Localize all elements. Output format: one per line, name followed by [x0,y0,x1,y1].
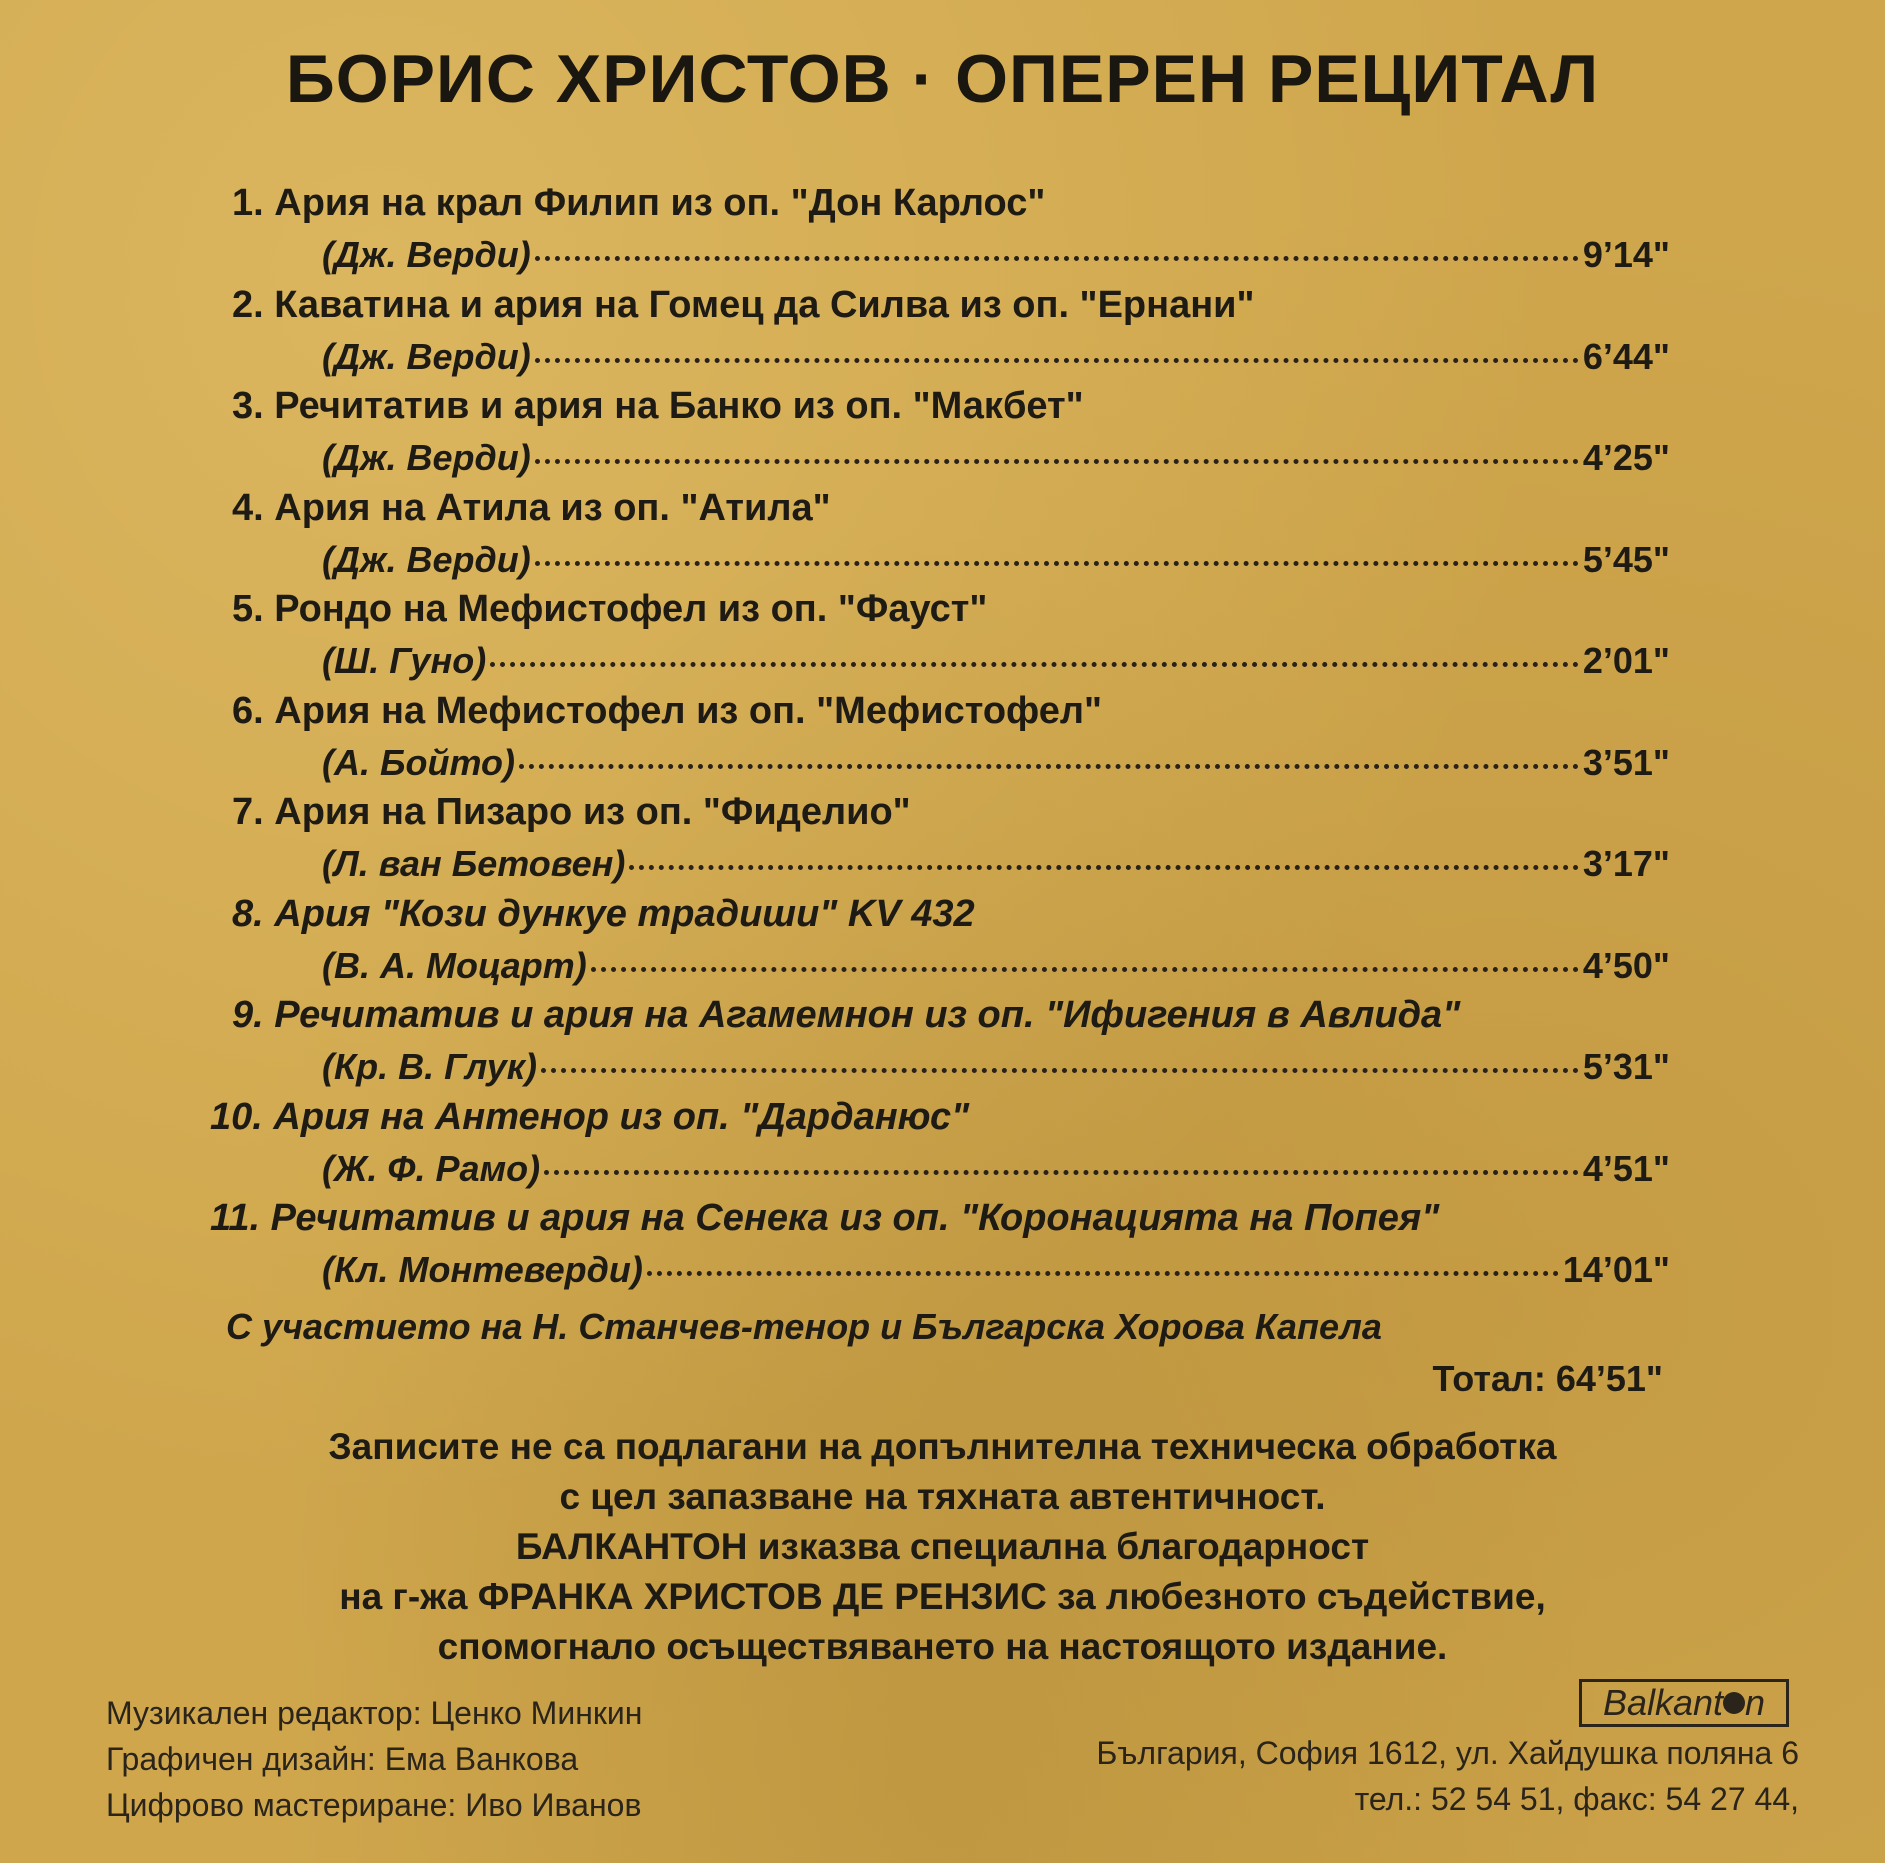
track-item [210,791,1670,893]
note-line: с цел запазване на тяхната автентичност. [559,1476,1326,1517]
dot-leader [647,1271,1559,1276]
track-duration: 4’50" [1582,944,1670,986]
track-composer: (Дж. Верди) [322,538,531,580]
track-composer: (Ш. Гуно) [322,640,487,681]
address-line: тел.: 52 54 51, факс: 54 27 44, [1354,1781,1799,1817]
track-title: 3. Речитатив и ария на Банко из оп. "Макбет" [232,385,1084,427]
track-item [210,385,1670,487]
track-composer: (Кр. В. Глук) [322,1046,538,1087]
credit-line: Музикален редактор: Ценко Минкин [106,1695,643,1731]
track-item [210,994,1670,1096]
track-duration: 9’14" [1582,234,1670,275]
album-title: БОРИС ХРИСТОВ · ОПЕРЕН РЕЦИТАЛ [285,41,1600,117]
dot-leader [535,459,1579,464]
track-composer: (Дж. Верди) [322,234,531,275]
track-item [210,487,1670,589]
note-line: спомогнало осъществяването на настоящото издание. [437,1626,1448,1667]
balkanton-logo: Balkant n [1579,1679,1789,1727]
track-title: 5. Рондо на Мефистофел из оп. "Фауст" [232,588,988,630]
track-composer: (Дж. Верди) [322,335,531,377]
release-notes [0,1422,1885,1672]
track-title: 10. Ария на Антенор из оп. "Дарданюс" [210,1095,970,1138]
address-line: България, София 1612, ул. Хайдушка поляна 6 [1096,1735,1799,1771]
track-title: 4. Ария на Атила из оп. "Атила" [232,486,831,529]
track-composer: (Л. ван Бетовен) [322,843,626,884]
participation-note: С участието на Н. Станчев-тенор и Българска Хорова Капела [226,1306,1382,1347]
dot-leader [541,1068,1579,1073]
total-duration: Тотал: 64’51" [1432,1358,1663,1399]
track-composer: (В. А. Моцарт) [322,944,587,986]
dot-leader [490,662,1579,667]
dot-leader [591,967,1579,972]
logo-dot-icon [1723,1692,1745,1714]
note-line: БАЛКАНТОН изказва специална благодарност [515,1526,1370,1567]
track-duration: 5’31" [1582,1046,1670,1087]
credit-line: Цифрово мастериране: Иво Иванов [106,1787,642,1823]
dot-leader [519,764,1579,769]
track-item [210,893,1670,995]
dot-leader [629,865,1578,870]
track-item [210,1096,1670,1198]
track-duration: 14’01" [1562,1249,1670,1290]
track-title: 8. Ария "Кози дункуе традиши" KV 432 [232,892,975,935]
track-duration: 6’44" [1582,335,1670,377]
track-title: 9. Речитатив и ария на Агамемнон из оп. "Ифигения в Авлида" [232,994,1461,1036]
track-title: 6. Ария на Мефистофел из оп. "Мефистофел" [232,689,1103,732]
track-composer: (Кл. Монтеверди) [322,1249,643,1290]
track-duration: 3’17" [1582,843,1670,884]
track-item [210,1197,1670,1299]
track-composer: (Дж. Верди) [322,437,531,478]
track-composer: (Ж. Ф. Рамо) [322,1147,541,1189]
dot-leader [535,358,1579,363]
track-list [210,182,1670,1299]
track-composer: (А. Бойто) [322,741,515,783]
track-title: 2. Каватина и ария на Гомец да Силва из оп. "Ернани" [232,283,1255,326]
note-line: на г-жа ФРАНКА ХРИСТОВ ДЕ РЕНЗИС за любезното съдействие, [339,1576,1546,1617]
track-duration: 2’01" [1582,640,1670,681]
dot-leader [544,1170,1579,1175]
track-duration: 5’45" [1582,538,1670,580]
dot-leader [535,256,1579,261]
credit-line: Графичен дизайн: Ема Ванкова [106,1741,579,1777]
track-duration: 4’25" [1582,437,1670,478]
publisher-address [1096,1730,1799,1822]
track-duration: 3’51" [1582,741,1670,783]
track-title: 7. Ария на Пизаро из оп. "Фиделио" [232,791,911,833]
track-item [210,588,1670,690]
track-item [210,284,1670,386]
track-item [210,182,1670,284]
track-item [210,690,1670,792]
credits [106,1690,642,1828]
track-duration: 4’51" [1582,1147,1670,1189]
dot-leader [535,561,1579,566]
track-title: 11. Речитатив и ария на Сенека из оп. "Коронацията на Попея" [210,1197,1440,1239]
note-line: Записите не са подлагани на допълнителна техническа обработка [328,1426,1557,1467]
track-title: 1. Ария на крал Филип из оп. "Дон Карлос" [232,182,1046,224]
